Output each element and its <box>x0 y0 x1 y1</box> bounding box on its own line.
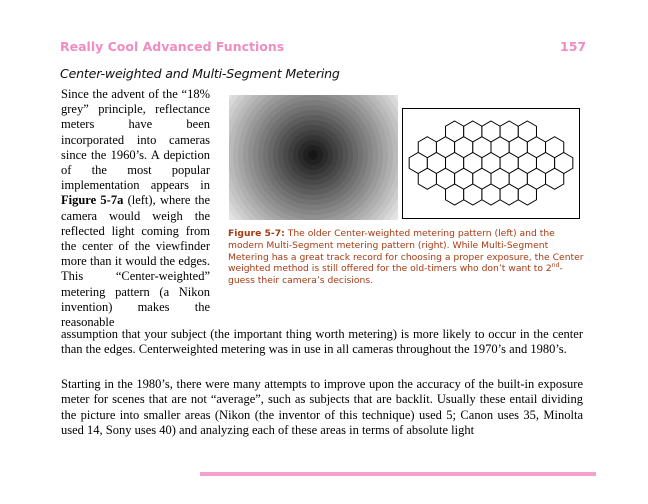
left-column-paragraph <box>61 87 210 330</box>
paragraph-text: Since the advent of the “18% grey” principle, reflectance meters have been incorporated into cameras since the 1960’s. A depiction of the most popular implementation appears in <box>61 87 210 193</box>
running-header-title: Really Cool Advanced Functions <box>60 39 285 54</box>
hex-segment <box>546 168 564 189</box>
honeycomb-grid <box>403 109 579 218</box>
paragraph-continued: assumption that your subject (the important thing worth metering) is more likely to occur in the center than the edges. Centerweighted metering was in use in all cameras throughout the 1970’s and 1980’s. <box>61 327 583 357</box>
footer-bar <box>200 472 596 476</box>
caption-text: The older Center-weighted metering pattern (left) and the modern Multi-Segment metering pattern (right). While Multi-Segment Metering has a great track record for choosing a proper exposure, the Center weighted method is still offered for the old-timers who don’t want to 2 <box>228 228 584 275</box>
figure-caption <box>228 228 588 287</box>
figure-reference: Figure 5-7a <box>61 193 124 208</box>
hex-segment <box>482 184 500 205</box>
figure-label: Figure 5-7: <box>228 228 285 239</box>
hex-segment <box>518 184 536 205</box>
caption-text: -guess their camera’s decisions. <box>228 263 563 287</box>
page-number: 157 <box>560 39 587 54</box>
hex-segment <box>446 184 464 205</box>
multi-segment-pattern-image <box>402 108 580 219</box>
hex-segment <box>500 184 518 205</box>
center-weighted-gradient <box>229 95 398 220</box>
center-weighted-pattern-image <box>229 95 398 220</box>
section-title: Center-weighted and Multi-Segment Metering <box>60 66 340 81</box>
hex-segment <box>464 184 482 205</box>
paragraph-2: Starting in the 1980’s, there were many attempts to improve upon the accuracy of the built-in exposure meter for scenes that are not “average”, such as subjects that are backlit. Usually these entail dividing the picture into smaller areas (Nikon (the inventor of this technique) used 5; Canon uses 35, Minolta used 14, Sony uses 40) and analyzing each of these areas in terms of absolute light <box>61 377 583 438</box>
paragraph-text: (left), where the camera would weigh the reflected light coming from the center of the viewfinder more than it would the edges. This “Center-weighted” metering pattern (a Nikon invention) makes the reasonable <box>61 193 210 330</box>
hex-segment <box>418 168 436 189</box>
ordinal-superscript: nd <box>551 262 560 270</box>
